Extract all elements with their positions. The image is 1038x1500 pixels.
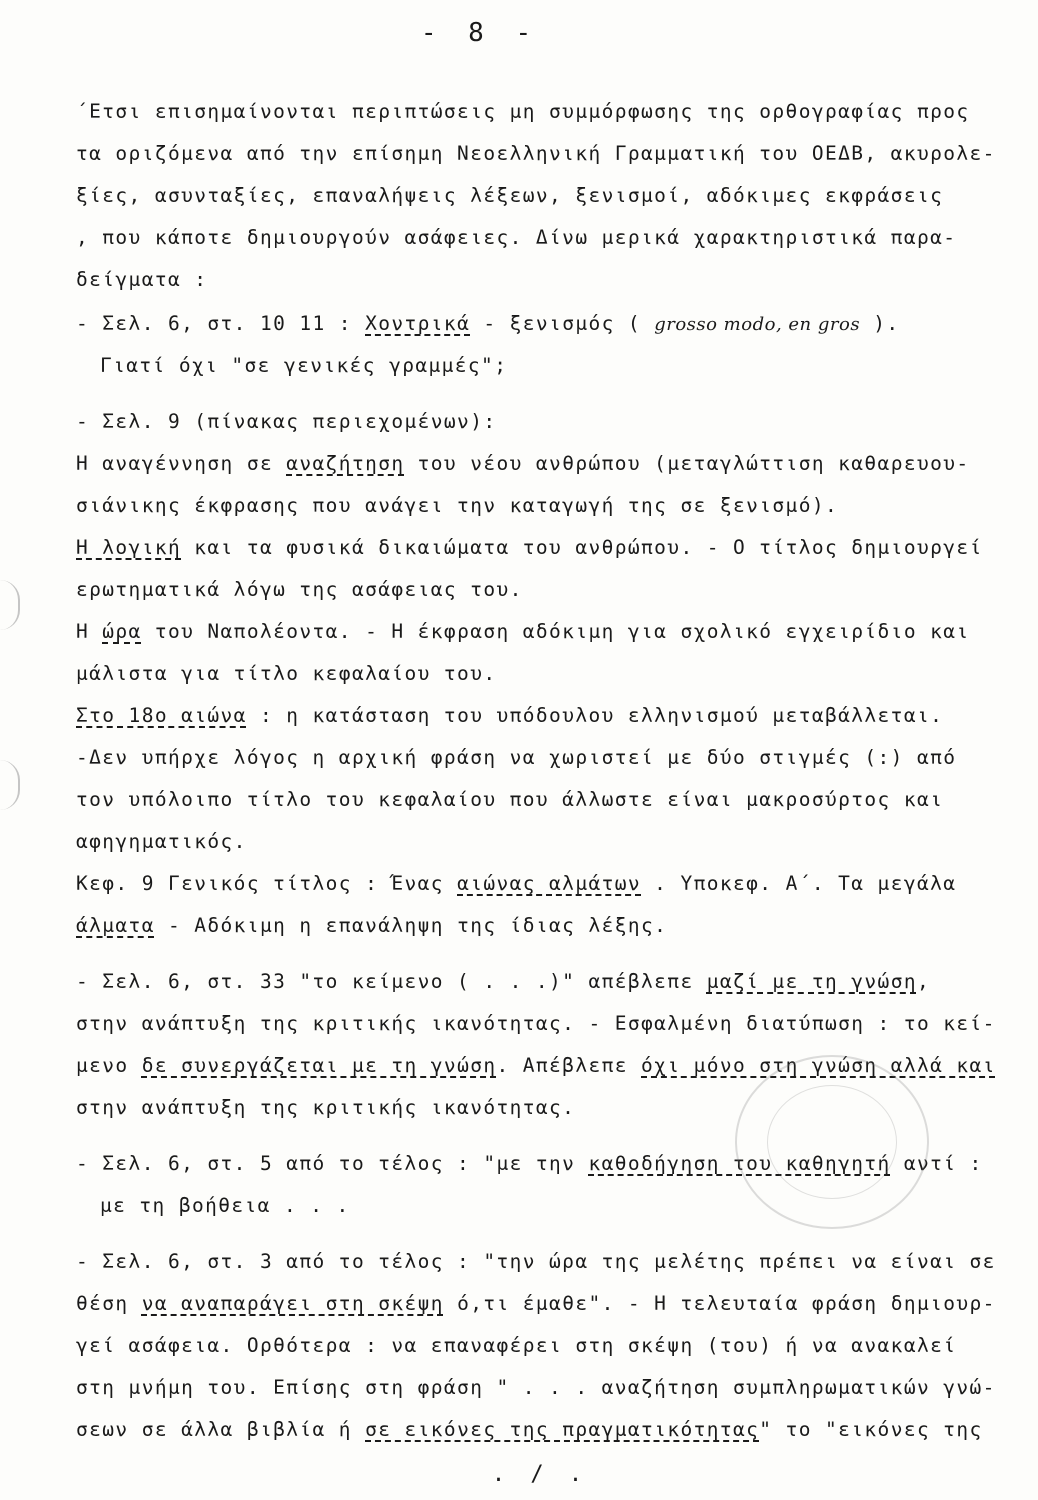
text-line — [76, 142, 996, 166]
faded-stamp — [735, 1055, 929, 1229]
text-line — [76, 452, 970, 476]
underlined-phrase: αιώνας αλμάτων — [457, 872, 642, 895]
text-line — [76, 830, 247, 854]
text-line — [76, 620, 970, 644]
text-segment: Γιατί όχι "σε γενικές γραμμές"; — [100, 354, 508, 377]
text-segment: -Δεν υπήρχε λόγος η αρχική φράση να χωριστεί με δύο στιγμές (:) από — [76, 746, 957, 769]
text-segment: αντί : — [890, 1152, 983, 1175]
text-segment: - ξενισμός ( — [470, 312, 655, 335]
text-segment: - Αδόκιμη η επανάληψη της ίδιας λέξης. — [154, 914, 668, 937]
text-segment: μάλιστα για τίτλο κεφαλαίου του. — [76, 662, 497, 685]
text-segment: στη μνήμη του. Επίσης στη φράση " . . . αναζήτηση συμπληρωματικών γνώ- — [76, 1376, 996, 1399]
margin-mark — [0, 760, 20, 810]
text-segment: σεων σε άλλα βιβλία ή — [76, 1418, 366, 1441]
text-line — [76, 578, 523, 602]
underlined-phrase: Χοντρικά — [365, 312, 471, 335]
page-number: - 8 - — [420, 18, 540, 48]
text-segment: ΄Ετσι επισημαίνονται περιπτώσεις μη συμμόρφωσης της ορθογραφίας προς — [76, 100, 970, 123]
text-line — [76, 410, 496, 434]
text-segment: του νέου ανθρώπου (μεταγλώττιση καθαρευου- — [404, 452, 970, 475]
text-line — [76, 100, 970, 124]
text-line — [76, 184, 943, 208]
text-segment: ). — [860, 312, 900, 335]
text-segment: μενο — [76, 1054, 142, 1077]
text-segment: . Υποκεφ. Α΄. Τα μεγάλα — [641, 872, 957, 895]
text-segment: ερωτηματικά λόγω της ασάφειας του. — [76, 578, 523, 601]
text-segment: : η κατάσταση του υπόδουλου ελληνισμού μεταβάλλεται. — [246, 704, 944, 727]
text-segment: με τη βοήθεια . . . — [100, 1194, 350, 1217]
text-segment: του Ναπολέοντα. - Η έκφραση αδόκιμη για σχολικό εγχειρίδιο και — [141, 620, 970, 643]
text-segment: - Σελ. 6, στ. 33 "το κείμενο ( . . .)" απέβλεπε — [76, 970, 707, 993]
text-segment: τον υπόλοιπο τίτλο του κεφαλαίου που άλλωστε είναι μακροσύρτος και — [76, 788, 944, 811]
text-segment: , που κάποτε δημιουργούν ασάφειες. Δίνω μερικά χαρακτηριστικά παρα- — [76, 226, 957, 249]
underlined-phrase: καθοδήγηση του καθηγητή — [588, 1152, 891, 1175]
text-line — [76, 1096, 575, 1120]
text-line — [76, 704, 943, 728]
text-segment: - Σελ. 6, στ. 3 από το τέλος : "την ώρα της μελέτης πρέπει να είναι σε — [76, 1250, 996, 1273]
text-segment: γεί ασάφεια. Ορθότερα : να επαναφέρει στη σκέψη (του) ή να ανακαλεί — [76, 1334, 957, 1357]
text-line — [76, 662, 496, 686]
text-segment: ξίες, ασυνταξίες, επαναλήψεις λέξεων, ξενισμοί, αδόκιμες εκφράσεις — [76, 184, 944, 207]
text-segment: Η αναγέννηση σε — [76, 452, 287, 475]
text-segment: σιάνικης έκφρασης που ανάγει την καταγωγή της σε ξενισμό). — [76, 494, 839, 517]
text-segment: ό,τι έμαθε". - Η τελευταία φράση δημιουρ- — [443, 1292, 996, 1315]
text-line — [76, 226, 956, 250]
text-line — [100, 1194, 350, 1218]
text-segment: αφηγηματικός. — [76, 830, 247, 853]
underlined-phrase: Στο 18ο αιώνα — [76, 704, 247, 727]
text-segment: και τα φυσικά δικαιώματα του ανθρώπου. - Ο τίτλος δημιουργεί — [181, 536, 983, 559]
text-line — [76, 1250, 996, 1274]
text-segment: - Σελ. 6, στ. 5 από το τέλος : "με την — [76, 1152, 589, 1175]
text-segment: δείγματα : — [76, 268, 208, 291]
underlined-phrase: ώρα — [102, 620, 142, 643]
underlined-phrase: να αναπαράγει στη σκέψη — [141, 1292, 444, 1315]
text-segment: Η — [76, 620, 103, 643]
text-line — [76, 494, 838, 518]
text-line — [76, 312, 899, 337]
text-line — [76, 536, 983, 560]
text-segment: τα οριζόμενα από την επίσημη Νεοελληνική Γραμματική του ΟΕΔΒ, ακυρολε- — [76, 142, 996, 165]
text-segment: . Απέβλεπε — [496, 1054, 642, 1077]
text-segment: " το "εικόνες της — [759, 1418, 983, 1441]
text-line — [76, 746, 956, 770]
underlined-phrase: άλματα — [76, 914, 155, 937]
text-line — [76, 788, 943, 812]
text-segment: στην ανάπτυξη της κριτικής ικανότητας. - Εσφαλμένη διατύπωση : το κεί- — [76, 1012, 996, 1035]
handwritten-note: grosso modo, en gros — [654, 314, 861, 335]
text-line — [76, 872, 956, 896]
underlined-phrase: μαζί με τη γνώση — [706, 970, 917, 993]
text-line — [76, 1418, 983, 1442]
underlined-phrase: όχι μόνο στη γνώση αλλά και — [641, 1054, 996, 1077]
text-line — [76, 268, 207, 292]
text-line — [76, 1334, 956, 1358]
text-segment: - Σελ. 9 (πίνακας περιεχομένων): — [76, 410, 497, 433]
underlined-phrase: Η λογική — [76, 536, 182, 559]
underlined-phrase: σε εικόνες της πραγματικότητας — [365, 1418, 760, 1441]
text-line — [76, 1292, 996, 1316]
text-line — [76, 1012, 996, 1036]
text-segment: στην ανάπτυξη της κριτικής ικανότητας. — [76, 1096, 576, 1119]
underlined-phrase: δε συνεργάζεται με τη γνώση — [141, 1054, 497, 1077]
text-line — [76, 1376, 996, 1400]
text-line — [76, 970, 930, 994]
text-line — [100, 354, 507, 378]
text-segment: , — [916, 970, 931, 993]
margin-mark — [0, 580, 20, 630]
text-segment: θέση — [76, 1292, 142, 1315]
text-segment: Κεφ. 9 Γενικός τίτλος : Ένας — [76, 872, 458, 895]
text-line — [76, 914, 667, 938]
text-segment: - Σελ. 6, στ. 10 11 : — [76, 312, 366, 335]
continuation-mark: . / . — [491, 1462, 589, 1487]
underlined-phrase: αναζήτηση — [286, 452, 405, 475]
